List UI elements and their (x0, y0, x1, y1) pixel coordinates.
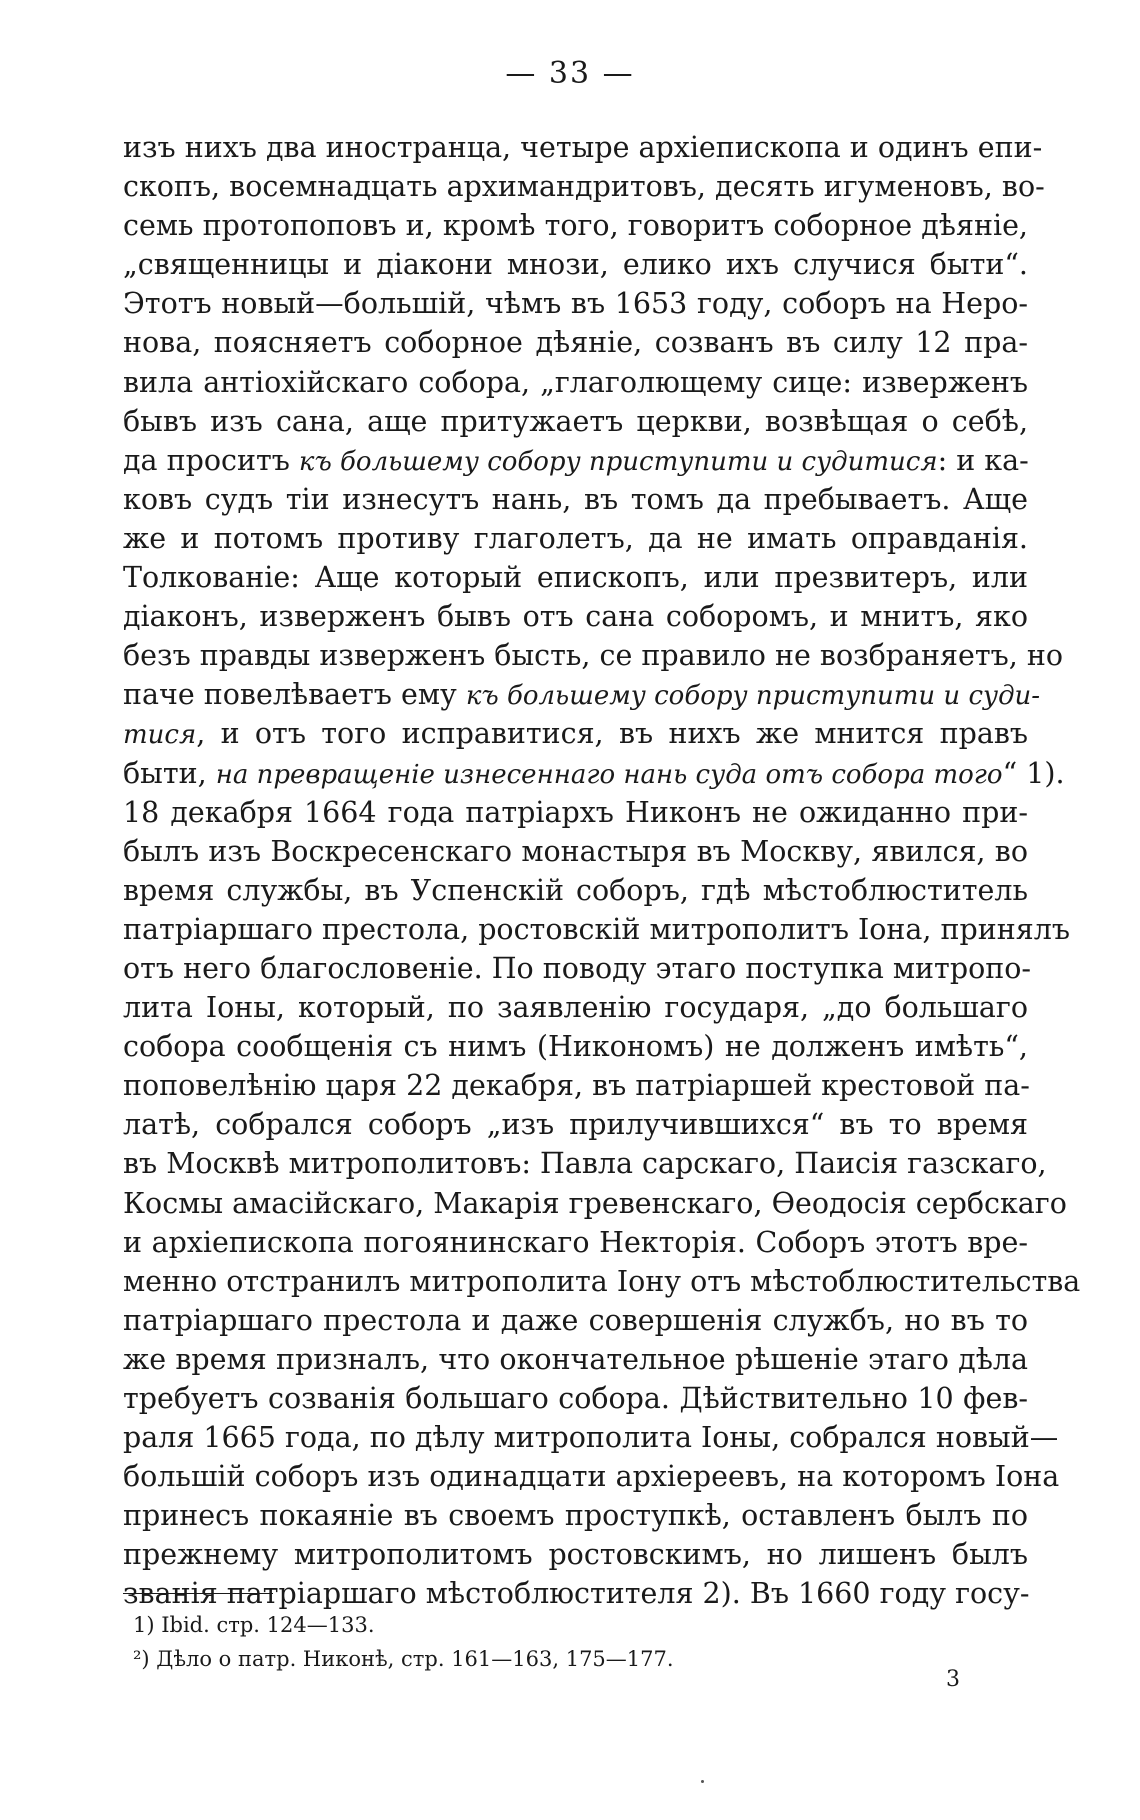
text-line-content: принесъ покаяніе въ своемъ проступкѣ, оставленъ былъ по (123, 1499, 1028, 1533)
text-line-content: званія патріаршаго мѣстоблюстителя 2). Въ 1660 году госу- (123, 1577, 1030, 1611)
text-line-content: безъ правды изверженъ бысть, се правило не возбраняетъ, но (123, 639, 1064, 673)
italic-quote: на превращеніе изнесеннаго нань суда отъ собора того (215, 759, 1003, 790)
italic-quote: къ большему собору приступити и судитися (298, 446, 938, 477)
text-line (123, 988, 1028, 1027)
text-line-content: лита Іоны, который, по заявленію государя, „до большаго (123, 991, 1028, 1025)
footnote-2: ²) Дѣло о патр. Никонѣ, стр. 161—163, 175—177. (133, 1647, 674, 1671)
text-line (123, 1301, 1028, 1340)
text-line-content: прежнему митрополитомъ ростовскимъ, но лишенъ былъ (123, 1538, 1028, 1572)
text-line (123, 910, 1070, 949)
text-line-content: Этотъ новый—большій, чѣмъ въ 1653 году, соборъ на Неро- (123, 287, 1028, 321)
text-line-content: „священницы и діакони мнози, елико ихъ случися быти“. (123, 248, 1028, 282)
text-segment: “ 1). (1002, 756, 1065, 790)
text-line (123, 1457, 1060, 1496)
text-line (123, 480, 1028, 519)
text-line (123, 402, 1028, 441)
text-line (123, 128, 1043, 167)
text-line-content: требуетъ созванія большаго собора. Дѣйствительно 10 фев- (123, 1382, 1028, 1415)
text-line-content: менно отстранилъ митрополита Іону отъ мѣстоблюстительства (123, 1264, 1081, 1298)
text-line (123, 441, 1028, 480)
text-line (123, 1379, 1028, 1418)
paper-speck (701, 1780, 704, 1783)
text-line-content: большій соборъ изъ одинадцати архіереевъ, на которомъ Іона (123, 1460, 1060, 1494)
text-line (123, 1184, 1067, 1223)
text-line (123, 245, 1028, 284)
text-line-content: патріаршаго престола, ростовскій митрополитъ Іона, принялъ (123, 912, 1070, 946)
text-line (123, 1340, 1028, 1379)
text-segment: : и ка- (937, 443, 1029, 477)
text-segment: , и отъ того исправитися, въ нихъ же мнится правъ (196, 717, 1028, 751)
text-line (123, 558, 1028, 597)
text-line-content: былъ изъ Воскресенскаго монастыря въ Москву, явился, во (123, 834, 1028, 868)
text-segment: да проситъ (123, 443, 299, 477)
text-line (123, 832, 1028, 871)
text-line (123, 1066, 1028, 1105)
text-line (123, 167, 1045, 206)
footnote-rule (123, 1593, 273, 1594)
text-line-content: въ Москвѣ митрополитовъ: Павла сарскаго, Паисія газскаго, (123, 1147, 1047, 1181)
text-line (123, 519, 1028, 558)
text-line-content: раля 1665 года, по дѣлу митрополита Іоны, собрался новый— (123, 1421, 1059, 1455)
text-line (123, 1496, 1028, 1535)
text-line-content: Космы амасійскаго, Макарія гревенскаго, Ѳеодосія сербскаго (123, 1186, 1067, 1220)
text-line (123, 1418, 1059, 1457)
text-line (123, 675, 1041, 714)
footnotes (133, 1608, 1013, 1676)
text-line (123, 871, 1028, 910)
text-line (123, 1027, 1028, 1066)
italic-quote: къ большему собору приступити и суди- (465, 681, 1041, 712)
text-line (123, 363, 1028, 402)
text-line-content: бывъ изъ сана, аще притужаетъ церкви, возвѣщая о себѣ, (123, 404, 1028, 438)
text-line (123, 714, 1028, 753)
text-line-content: ковъ судъ тіи изнесутъ нань, въ томъ да пребываетъ. Аще (123, 482, 1028, 516)
text-line (123, 1144, 1047, 1183)
text-line-content: семь протопоповъ и, кромѣ того, говоритъ соборное дѣяніе, (123, 209, 1028, 243)
text-line-content: изъ нихъ два иностранца, четыре архіепископа и одинъ епи- (123, 131, 1043, 164)
text-line (123, 1223, 1028, 1262)
text-line (123, 597, 1028, 636)
text-line-content: скопъ, восемнадцать архимандритовъ, десять игуменовъ, во- (123, 170, 1045, 204)
text-line (123, 754, 1065, 793)
text-line (123, 323, 1028, 362)
body-text (123, 128, 1081, 1614)
text-line-content: собора сообщенія съ нимъ (Никономъ) не долженъ имѣть“, (123, 1030, 1028, 1064)
text-line-content: поповелѣнію царя 22 декабря, въ патріаршей крестовой па- (123, 1069, 1030, 1103)
text-line (123, 284, 1028, 323)
page-number: — 33 — (505, 56, 635, 91)
text-line (123, 1262, 1081, 1301)
text-line (123, 1105, 1028, 1144)
text-line (123, 793, 1028, 832)
text-line-content: нова, поясняетъ соборное дѣяніе, созванъ въ силу 12 пра- (123, 326, 1028, 360)
text-line-content: 18 декабря 1664 года патріархъ Никонъ не ожиданно при- (123, 795, 1028, 829)
text-line (123, 636, 1064, 675)
text-line-content: Толкованіе: Аще который епископъ, или презвитеръ, или (123, 561, 1028, 595)
text-line-content: и архіепископа погоянинскаго Некторія. Соборъ этотъ вре- (123, 1225, 1028, 1259)
text-line-content: вила антіохійскаго собора, „глаголющему сице: изверженъ (123, 365, 1028, 399)
italic-quote: тися (123, 720, 197, 751)
text-line-content: же и потомъ противу глаголетъ, да не имать оправданія. (123, 521, 1028, 555)
text-line-content: патріаршаго престола и даже совершенія службъ, но въ то (123, 1303, 1028, 1337)
text-line (123, 1535, 1028, 1574)
signature-mark: 3 (946, 1667, 960, 1692)
text-line-content: время службы, въ Успенскій соборъ, гдѣ мѣстоблюститель (123, 873, 1028, 907)
text-segment: паче повелѣваетъ ему (123, 678, 466, 712)
text-line-content: латѣ, собрался соборъ „изъ прилучившихся“ въ то время (123, 1108, 1028, 1142)
text-line-content: отъ него благословеніе. По поводу этаго поступка митропо- (123, 951, 1032, 985)
text-segment: быти, (123, 756, 216, 790)
text-line (123, 949, 1032, 988)
footnote-1: 1) Ibid. стр. 124—133. (133, 1613, 375, 1637)
text-line (123, 206, 1028, 245)
text-line-content: діаконъ, изверженъ бывъ отъ сана соборомъ, и мнитъ, яко (123, 600, 1028, 634)
text-line-content: же время призналъ, что окончательное рѣшеніе этаго дѣла (123, 1342, 1028, 1376)
